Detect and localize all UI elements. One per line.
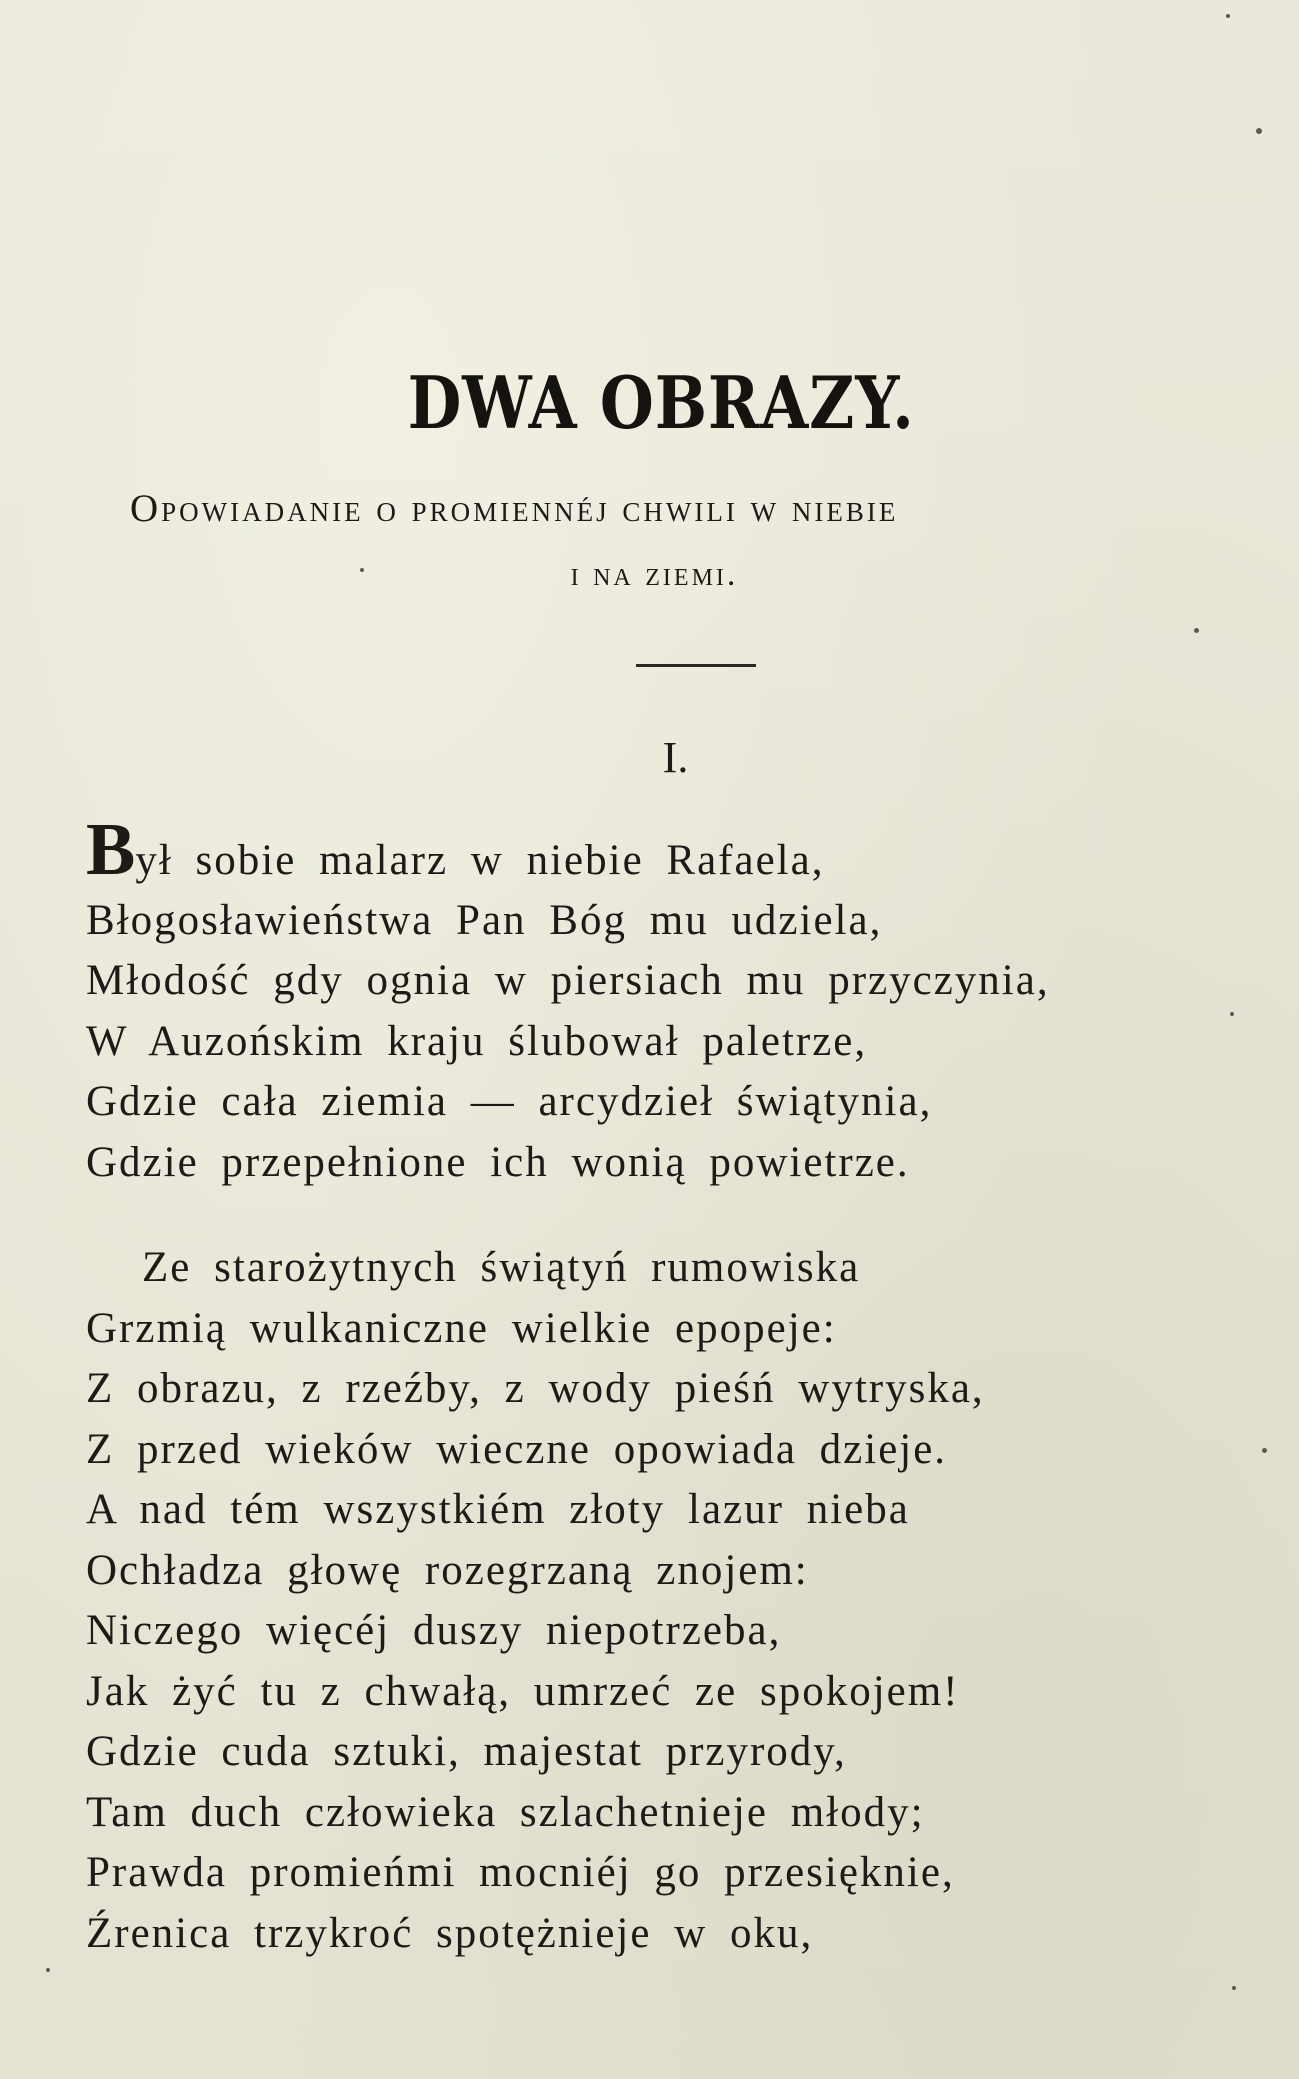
paper-speck <box>1256 128 1262 134</box>
paper-speck <box>1232 1986 1236 1990</box>
stanza-1 <box>86 809 1286 1193</box>
poem-line: A nad tém wszystkiém złoty lazur nieba <box>86 1486 910 1533</box>
poem-line: Grzmią wulkaniczne wielkie epopeje: <box>86 1304 837 1352</box>
poem-line: Jak żyć tu z chwałą, umrzeć ze spokojem! <box>86 1667 960 1715</box>
poem-line: W Auzońskim kraju ślubował paletrze, <box>86 1017 868 1065</box>
paper-speck <box>360 568 364 572</box>
poem-line: Z obrazu, z rzeźby, z wody pieśń wytryska, <box>86 1365 985 1412</box>
poem-line <box>86 809 1286 891</box>
chapter-title: DWA OBRAZY. <box>407 360 915 445</box>
subtitle-line-2: i na ziemi. <box>570 556 739 593</box>
poem-line: Z przed wieków wieczne opowiada dzieje. <box>86 1425 948 1473</box>
poem-line: Młodość gdy ognia w piersiach mu przyczynia, <box>86 957 1050 1004</box>
paper-speck <box>1262 1448 1267 1453</box>
poem-line: Ze starożytnych świątyń rumowiska <box>142 1244 861 1291</box>
paper-speck <box>1194 628 1199 633</box>
poem-line: Gdzie cuda sztuki, majestat przyrody, <box>86 1728 847 1775</box>
poem-line: Niczego więcéj duszy niepotrzeba, <box>86 1607 782 1654</box>
poem-line-text: ył sobie malarz w niebie Rafaela, <box>135 837 825 884</box>
poem-line: Błogosławieństwa Pan Bóg mu udziela, <box>86 896 883 944</box>
poem-line: Gdzie przepełnione ich wonią powietrze. <box>86 1138 910 1186</box>
section-number: I. <box>662 733 689 782</box>
poem-line: Ochładza głowę rozegrzaną znojem: <box>86 1546 809 1594</box>
paper-speck <box>1226 14 1230 18</box>
poem-line: Tam duch człowieka szlachetnieje młody; <box>86 1788 925 1836</box>
subtitle-line-1: Opowiadanie o promiennéj chwili w niebie <box>130 487 899 530</box>
stanza-2 <box>86 1238 1286 1964</box>
poem-line: Gdzie cała ziemia — arcydzieł świątynia, <box>86 1078 933 1125</box>
drop-cap: B <box>86 809 136 891</box>
paper-speck <box>1230 1012 1234 1016</box>
poem-line: Prawda promieńmi mocniéj go przesięknie, <box>86 1849 955 1896</box>
paper-speck <box>46 1968 50 1972</box>
poem-line: Źrenica trzykroć spotężnieje w oku, <box>86 1909 814 1957</box>
divider-rule <box>636 664 756 667</box>
